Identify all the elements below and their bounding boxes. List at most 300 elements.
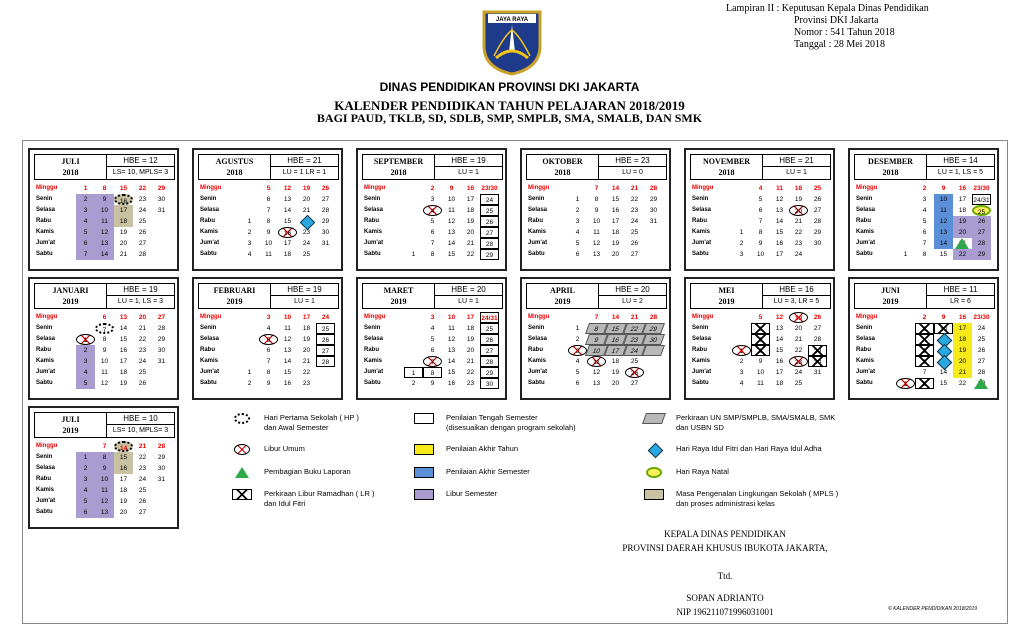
day-label: Rabu (200, 218, 215, 224)
day-cell: 26 (813, 314, 822, 321)
day-cell: 28 (649, 185, 658, 192)
day-cell: 1 (404, 367, 423, 378)
day-cell: 19 (789, 312, 808, 323)
day-cell: 16 (114, 463, 133, 474)
day-label: Sabtu (528, 380, 545, 386)
legend-blu-icon (414, 467, 434, 478)
day-cell: 28 (157, 443, 166, 450)
month-header (34, 412, 175, 438)
day-cell: 25 (794, 380, 803, 387)
day-label: Rabu (692, 218, 707, 224)
day-cell: 8 (915, 378, 934, 389)
day-cell: 9 (941, 185, 946, 192)
day-cell: 22 (466, 369, 475, 376)
day-cell: 4 (76, 367, 95, 378)
day-cell: 25 (630, 229, 639, 236)
day-cell: 23 (138, 465, 147, 472)
month-juli-2018 (28, 148, 179, 271)
day-cell: 13 (592, 380, 601, 387)
day-label: Senin (856, 196, 873, 202)
day-cell: 29 (813, 229, 822, 236)
day-label: Jum'at (36, 369, 56, 375)
month-label: JUNI (881, 286, 900, 295)
day-cell: 7 (751, 334, 770, 345)
day-cell: 29 (808, 345, 827, 356)
legend-label: Perkiraan Libur Ramadhan ( LR ) (264, 489, 375, 498)
day-cell: 22 (794, 229, 803, 236)
day-cell: 19 (302, 185, 311, 192)
legend-label: Perkiraan UN SMP/SMPLB, SMA/SMALB, SMK (676, 413, 836, 422)
day-label: Jum'at (36, 498, 56, 504)
day-cell: 28 (321, 207, 330, 214)
day-cell: 16 (611, 207, 620, 214)
day-cell (896, 205, 915, 216)
month-year: 2019 (390, 297, 407, 306)
day-cell: 31 (157, 476, 166, 483)
day-label: Kamis (36, 358, 55, 364)
month-april-2019 (520, 277, 671, 400)
month-februari-2019 (192, 277, 343, 400)
day-cell: 5 (76, 227, 95, 238)
day-cell: 6 (575, 251, 580, 258)
day-cell: 15 (283, 369, 292, 376)
month-name (363, 155, 435, 179)
day-label: Jum'at (856, 240, 876, 246)
legend-label: Pembagian Buku Laporan (264, 467, 351, 476)
lu-count: LS= 10, MPLS= 3 (112, 169, 169, 176)
day-cell: 5 (76, 496, 95, 507)
day-cell: 17 (283, 240, 292, 247)
month-name (363, 284, 435, 308)
month-name (855, 284, 927, 308)
month-september-2018 (356, 148, 507, 271)
day-cell: 24/31 (480, 312, 499, 323)
day-cell (732, 216, 751, 227)
day-cell (240, 183, 259, 194)
day-cell: 2 (575, 207, 580, 214)
day-cell: 1 (575, 325, 580, 332)
day-label: Jum'at (364, 369, 384, 375)
day-label: Kamis (364, 229, 383, 235)
day-cell: 11 (265, 251, 272, 258)
day-label: Selasa (856, 336, 876, 342)
day-cell: 20 (953, 227, 972, 238)
day-cell: 9 (941, 314, 946, 321)
day-cell: 20 (302, 347, 311, 354)
day-cell: 29 (480, 249, 499, 260)
day-cell: 3 (568, 345, 587, 356)
day-cell: 27 (321, 196, 330, 203)
day-cell: 10 (264, 240, 273, 247)
month-year: 2018 (554, 168, 571, 177)
month-label: AGUSTUS (215, 157, 254, 166)
day-cell: 27 (630, 251, 639, 258)
day-cell: 11 (934, 205, 953, 216)
day-cell: 10 (95, 474, 114, 485)
hbe-count: HBE = 19 (271, 284, 338, 296)
legend-text (676, 489, 838, 509)
hbe-count: HBE = 23 (599, 155, 666, 167)
day-cell: 29 (972, 249, 991, 260)
day-cell: 1 (411, 251, 416, 258)
day-cell: 3 (247, 240, 252, 247)
day-cell: 17 (466, 314, 475, 321)
day-cell: 3 (575, 218, 580, 225)
day-cell: 27 (977, 358, 986, 365)
day-label: Rabu (200, 347, 215, 353)
day-cell: 15 (939, 251, 948, 258)
day-cell: 7 (102, 443, 107, 450)
day-cell (404, 323, 423, 334)
hbe-count: HBE = 14 (927, 155, 994, 167)
day-cell: 30 (157, 465, 166, 472)
day-cell: 17 (302, 314, 311, 321)
day-cell: 3 (430, 196, 435, 203)
day-cell: 11 (587, 356, 606, 367)
day-cell: 22 (302, 369, 311, 376)
day-label: Jum'at (364, 240, 384, 246)
day-cell (152, 249, 171, 260)
day-cell: 27 (972, 227, 991, 238)
day-cell: 21 (302, 358, 311, 365)
footer-note: © KALENDER PENDIDIKAN 2018/2019 (888, 606, 978, 612)
day-label: Minggu (36, 443, 58, 449)
day-cell: 7 (922, 240, 927, 247)
day-cell: 4 (430, 325, 435, 332)
day-cell: 28 (480, 238, 499, 249)
day-cell: 30 (808, 356, 827, 367)
day-cell: 1 (896, 378, 915, 389)
day-cell: 18 (611, 358, 620, 365)
legend-libur-icon (234, 444, 250, 455)
day-cell: 22 (953, 249, 972, 260)
day-label: Jum'at (528, 240, 548, 246)
day-cell: 8 (922, 251, 927, 258)
organization-name: DINAS PENDIDIKAN PROVINSI DKI JAKARTA (379, 80, 640, 94)
day-cell: 10 (592, 218, 601, 225)
day-cell: 12 (934, 216, 953, 227)
day-cell: 15 (119, 185, 128, 192)
month-label: NOVEMBER (702, 157, 751, 166)
day-cell (152, 227, 171, 238)
day-cell: 5 (430, 336, 435, 343)
legend-mpls-icon (644, 489, 664, 500)
day-cell: 29 (977, 380, 986, 387)
day-cell: 18 (466, 207, 475, 214)
legend-sublabel: dan USBN SD (676, 423, 724, 432)
day-cell: 19 (466, 336, 475, 343)
day-label: Minggu (528, 314, 550, 320)
day-cell: 25 (977, 336, 986, 343)
day-cell: 26 (138, 498, 147, 505)
day-cell: 24 (302, 240, 311, 247)
day-label: Sabtu (36, 509, 53, 515)
hbe-count: HBE = 10 (107, 413, 174, 425)
month-year: 2018 (718, 168, 735, 177)
day-cell: 19 (466, 218, 475, 225)
day-cell: 15 (447, 251, 456, 258)
day-label: Kamis (528, 229, 547, 235)
day-label: Kamis (856, 229, 875, 235)
day-cell: 10 (95, 205, 114, 216)
day-cell: 13 (95, 507, 114, 518)
day-cell: 31 (649, 218, 658, 225)
day-label: Rabu (856, 218, 871, 224)
day-cell: 4 (247, 251, 252, 258)
day-label: Senin (528, 196, 545, 202)
day-label: Sabtu (36, 251, 53, 257)
day-cell: 4 (739, 380, 744, 387)
day-cell (404, 205, 423, 216)
day-cell: 2 (922, 314, 927, 321)
month-name (691, 284, 763, 308)
day-cell: 6 (751, 323, 770, 334)
month-header (690, 154, 831, 180)
day-cell: 25 (138, 218, 147, 225)
day-cell (240, 194, 259, 205)
day-cell: 17 (119, 476, 128, 483)
day-cell: 7 (922, 369, 927, 376)
day-label: Kamis (692, 358, 711, 364)
day-cell: 16 (604, 334, 627, 345)
day-cell (732, 183, 751, 194)
day-cell: 30 (157, 196, 166, 203)
day-cell (896, 183, 915, 194)
day-cell: 10 (934, 194, 953, 205)
lu-count: LU = 1 (458, 169, 479, 176)
day-cell: 15 (611, 196, 620, 203)
day-cell: 10 (934, 323, 953, 334)
day-cell: 29 (321, 218, 330, 225)
triangle-icon (235, 467, 249, 478)
day-cell: 14 (447, 240, 456, 247)
day-cell: 6 (575, 380, 580, 387)
month-year: 2019 (226, 297, 243, 306)
lu-count: LU = 1 (458, 298, 479, 305)
day-cell (240, 334, 259, 345)
month-name (35, 284, 107, 308)
day-label: Selasa (528, 336, 548, 342)
day-cell: 9 (95, 194, 114, 205)
day-cell: 28 (972, 238, 991, 249)
month-oktober-2018 (520, 148, 671, 271)
legend-natal-icon (646, 467, 662, 478)
month-header (198, 283, 339, 309)
day-cell: 18 (119, 369, 128, 376)
legend-text (264, 467, 351, 477)
day-label: Rabu (856, 347, 871, 353)
legend-label: Hari Pertama Sekolah ( HP ) (264, 413, 359, 422)
day-cell: 14 (611, 185, 620, 192)
day-label: Rabu (36, 218, 51, 224)
legend-text (676, 467, 729, 477)
day-cell (240, 323, 259, 334)
day-cell: 9 (449, 185, 454, 192)
day-cell: 7 (423, 356, 442, 367)
day-cell: 22 (630, 196, 639, 203)
day-cell: 25 (316, 323, 335, 334)
month-label: SEPTEMBER (373, 157, 424, 166)
day-cell: 9 (758, 358, 763, 365)
month-name (527, 284, 599, 308)
day-cell: 15 (775, 229, 784, 236)
day-cell (642, 345, 665, 356)
month-label: JULI (61, 157, 80, 166)
hbe-count: HBE = 19 (107, 284, 174, 296)
day-cell: 3 (76, 356, 95, 367)
day-cell: 13 (95, 238, 114, 249)
hbe-count: HBE = 16 (763, 284, 830, 296)
day-cell: 1 (76, 334, 95, 345)
legend-text (676, 413, 835, 433)
day-cell: 4 (922, 207, 927, 214)
hbe-count: HBE = 19 (435, 155, 502, 167)
day-cell: 22 (958, 380, 967, 387)
day-cell: 14 (939, 369, 948, 376)
day-label: Kamis (36, 487, 55, 493)
day-cell: 21 (794, 218, 803, 225)
day-cell (316, 249, 335, 260)
day-cell: 27 (157, 314, 166, 321)
day-cell: 28 (813, 218, 822, 225)
day-label: Rabu (528, 218, 543, 224)
day-cell: 4 (266, 325, 271, 332)
day-label: Senin (856, 325, 873, 331)
day-cell (152, 378, 171, 389)
day-cell: 18 (466, 325, 475, 332)
day-cell: 7 (95, 323, 114, 334)
day-cell: 18 (283, 251, 292, 258)
sign-name: SOPAN ADRIANTO (686, 593, 764, 603)
day-cell: 26 (316, 334, 335, 345)
day-cell: 24 (138, 207, 147, 214)
day-cell: 7 (758, 218, 763, 225)
calendar-subtitle: BAGI PAUD, TKLB, SD, SDLB, SMP, SMPLB, SMA, SMALB, DAN SMK (316, 111, 703, 125)
day-label: Rabu (528, 347, 543, 353)
day-cell: 7 (594, 185, 599, 192)
day-label: Sabtu (200, 380, 217, 386)
day-cell: 30 (157, 347, 166, 354)
day-label: Selasa (364, 336, 384, 342)
day-cell (152, 238, 171, 249)
day-cell: 28 (813, 336, 822, 343)
day-cell: 13 (283, 347, 292, 354)
month-year: 2019 (882, 297, 899, 306)
sign-province: PROVINSI DAERAH KHUSUS IBUKOTA JAKARTA, (622, 543, 828, 553)
hbe-count: HBE = 21 (763, 155, 830, 167)
day-cell: 5 (758, 314, 763, 321)
day-cell: 14 (283, 207, 292, 214)
day-cell: 23 (789, 356, 808, 367)
day-cell: 11 (448, 325, 455, 332)
day-cell: 20 (466, 347, 475, 354)
day-cell: 5 (575, 369, 580, 376)
day-cell: 12 (447, 336, 456, 343)
lu-count: LU = 1, LS = 5 (937, 169, 984, 176)
day-cell: 26 (977, 347, 986, 354)
day-label: Jum'at (36, 240, 56, 246)
day-cell: 18 (114, 216, 133, 227)
day-cell: 5 (430, 218, 435, 225)
month-label: APRIL (550, 286, 575, 295)
day-cell (896, 334, 915, 345)
day-cell: 8 (585, 323, 608, 334)
day-cell: 27 (630, 380, 639, 387)
day-label: Jum'at (856, 369, 876, 375)
day-label: Minggu (856, 314, 878, 320)
day-cell: 11 (95, 216, 114, 227)
lampiran-line1: Lampiran II : Keputusan Kepala Dinas Pendidikan (726, 3, 929, 14)
day-label: Sabtu (200, 251, 217, 257)
day-cell: 26 (480, 334, 499, 345)
day-cell: 21 (138, 443, 147, 450)
day-cell: 21 (630, 314, 639, 321)
sign-nip: NIP 196211071996031001 (676, 607, 774, 617)
day-cell: 21 (953, 367, 972, 378)
hbe-count: HBE = 11 (927, 284, 994, 296)
day-label: Rabu (36, 476, 51, 482)
day-label: Selasa (200, 207, 220, 213)
day-cell: 6 (266, 347, 271, 354)
day-cell: 11 (101, 369, 108, 376)
day-cell: 24 (794, 251, 803, 258)
month-mei-2019 (684, 277, 835, 400)
day-cell: 14 (775, 336, 784, 343)
day-cell (404, 183, 423, 194)
day-cell: 16 (775, 358, 784, 365)
day-cell: 29 (157, 185, 166, 192)
month-year: 2019 (718, 297, 735, 306)
day-cell: 16 (119, 347, 128, 354)
day-cell: 3 (430, 314, 435, 321)
day-cell: 20 (138, 314, 147, 321)
day-cell: 12 (592, 240, 601, 247)
day-cell: 20 (119, 509, 128, 516)
legend-sublabel: dan proses administrasi kelas (676, 499, 775, 508)
day-cell: 25 (138, 487, 147, 494)
day-cell: 25 (813, 185, 822, 192)
day-cell: 30 (480, 378, 499, 389)
day-cell: 15 (939, 380, 948, 387)
day-cell: 1 (575, 196, 580, 203)
legend-text (264, 489, 374, 509)
day-cell: 8 (594, 196, 599, 203)
day-label: Jum'at (692, 240, 712, 246)
day-cell: 24 (977, 325, 986, 332)
day-cell (732, 312, 751, 323)
day-cell: 31 (813, 369, 822, 376)
lu-count: LU = 1, LS = 3 (117, 298, 164, 305)
day-cell: 26 (480, 216, 499, 227)
month-name (199, 155, 271, 179)
day-cell: 30 (321, 229, 330, 236)
day-cell: 26 (813, 196, 822, 203)
day-cell: 5 (758, 196, 763, 203)
day-cell: 14 (114, 441, 133, 452)
month-header (526, 154, 667, 180)
day-cell: 20 (794, 325, 803, 332)
legend-text (446, 413, 576, 433)
day-cell: 14 (447, 358, 456, 365)
day-cell (644, 378, 663, 389)
day-cell: 21 (119, 251, 128, 258)
day-label: Minggu (692, 185, 714, 191)
day-cell: 20 (789, 205, 808, 216)
day-cell: 2 (76, 194, 95, 205)
day-cell: 4 (915, 334, 934, 345)
lampiran-line2: Provinsi DKI Jakarta (794, 15, 879, 26)
day-cell: 6 (430, 347, 435, 354)
